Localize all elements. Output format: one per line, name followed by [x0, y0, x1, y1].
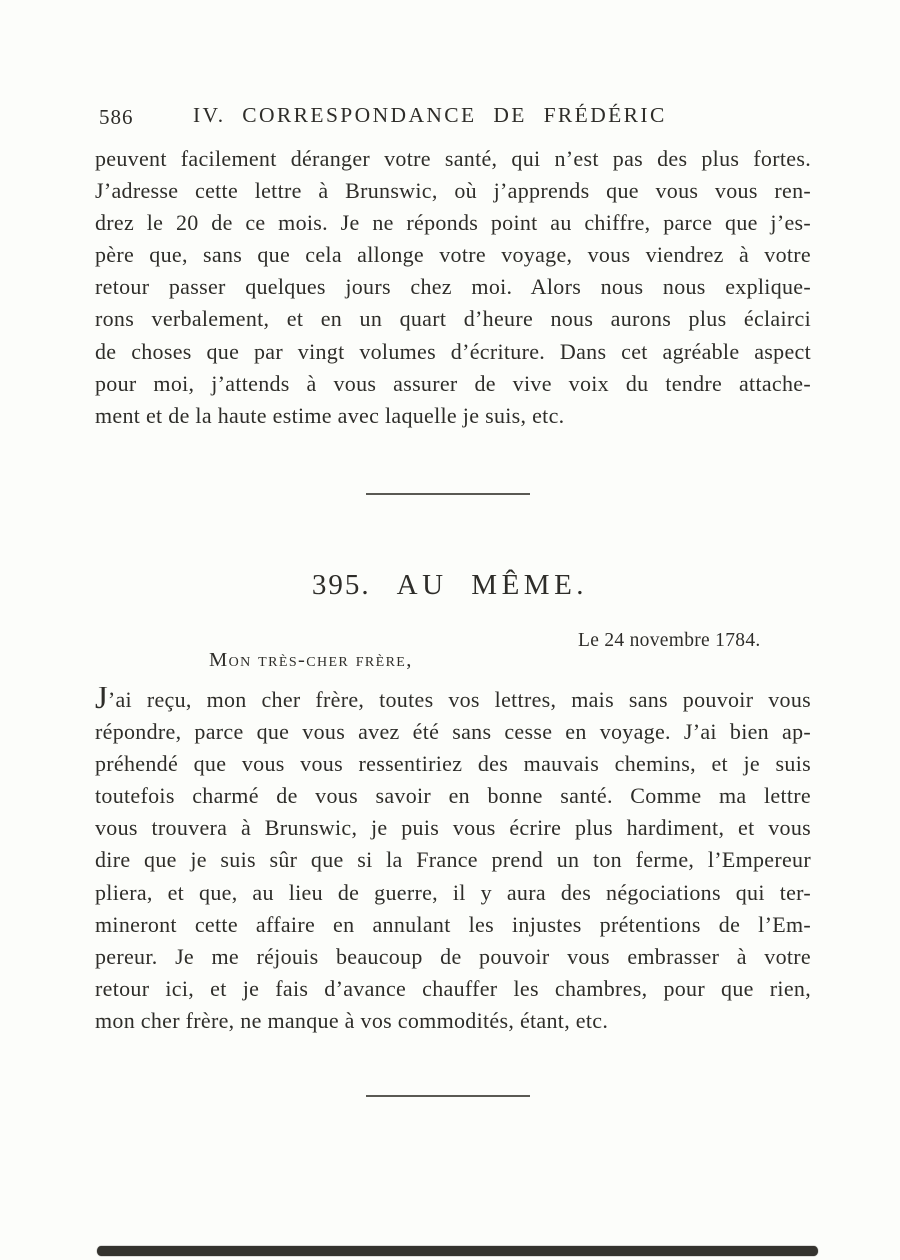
letter-body-lines: [95, 719, 811, 1040]
text-line: répondre, parce que vous avez été sans cesse en voyage. J’ai bien ap-: [95, 719, 811, 745]
running-title: IV. CORRESPONDANCE DE FRÉDÉRIC: [193, 103, 667, 127]
running-header: [0, 103, 900, 133]
drop-cap-initial: J: [95, 687, 108, 716]
text-line: J’adresse cette lettre à Brunswic, où j’apprends que vous vous ren-: [95, 178, 811, 204]
text-line: père que, sans que cela allonge votre voyage, vous viendrez à votre: [95, 242, 811, 268]
text-line: mon cher frère, ne manque à vos commodités, étant, etc.: [95, 1007, 609, 1033]
text-line: toutefois charmé de vous savoir en bonne santé. Comme ma lettre: [95, 783, 811, 809]
section-divider-bottom: [366, 1095, 530, 1097]
text-line: dire que je suis sûr que si la France prend un ton ferme, l’Empereur: [95, 847, 811, 873]
text-line: vous trouvera à Brunswic, je puis vous écrire plus hardiment, et vous: [95, 815, 811, 841]
section-title: AU MÊME.: [396, 569, 589, 601]
text-line: pour moi, j’attends à vous assurer de vive voix du tendre attache-: [95, 370, 811, 396]
text-line: ment et de la haute estime avec laquelle je suis, etc.: [95, 402, 565, 428]
text-line: rons verbalement, et en un quart d’heure nous aurons plus éclairci: [95, 306, 811, 332]
letter-body: [95, 687, 811, 1040]
text-line: retour ici, et je fais d’avance chauffer les chambres, pour que rien,: [95, 975, 811, 1001]
text-line: drez le 20 de ce mois. Je ne réponds point au chiffre, parce que j’es-: [95, 210, 811, 236]
letter-date: Le 24 novembre 1784.: [578, 630, 761, 651]
text-line: pliera, et que, au lieu de guerre, il y aura des négociations qui ter-: [95, 879, 811, 905]
text-line-with-drop-cap: [95, 687, 811, 719]
text-line: de choses que par vingt volumes d’écriture. Dans cet agréable aspect: [95, 338, 811, 364]
text-line: mineront cette affaire en annulant les injustes prétentions de l’Em-: [95, 911, 811, 937]
text-line: peuvent facilement déranger votre santé, qui n’est pas des plus fortes.: [95, 146, 811, 171]
previous-letter-continuation: [95, 146, 811, 435]
text-line: retour passer quelques jours chez moi. Alors nous nous explique-: [95, 274, 811, 300]
text-line: pereur. Je me réjouis beaucoup de pouvoir vous embrasser à votre: [95, 943, 811, 969]
text-line: préhendé que vous vous ressentiriez des mauvais chemins, et je suis: [95, 751, 811, 777]
letter-salutation: Mon très-cher frère,: [209, 649, 413, 671]
page-number: 586: [99, 105, 134, 129]
first-line-text: ’ai reçu, mon cher frère, toutes vos lettres, mais sans pouvoir vous: [107, 687, 811, 712]
section-number: 395.: [311, 569, 371, 601]
section-divider-top: [366, 493, 530, 495]
scan-artifact-bar: [97, 1246, 818, 1256]
section-heading: [0, 569, 900, 602]
